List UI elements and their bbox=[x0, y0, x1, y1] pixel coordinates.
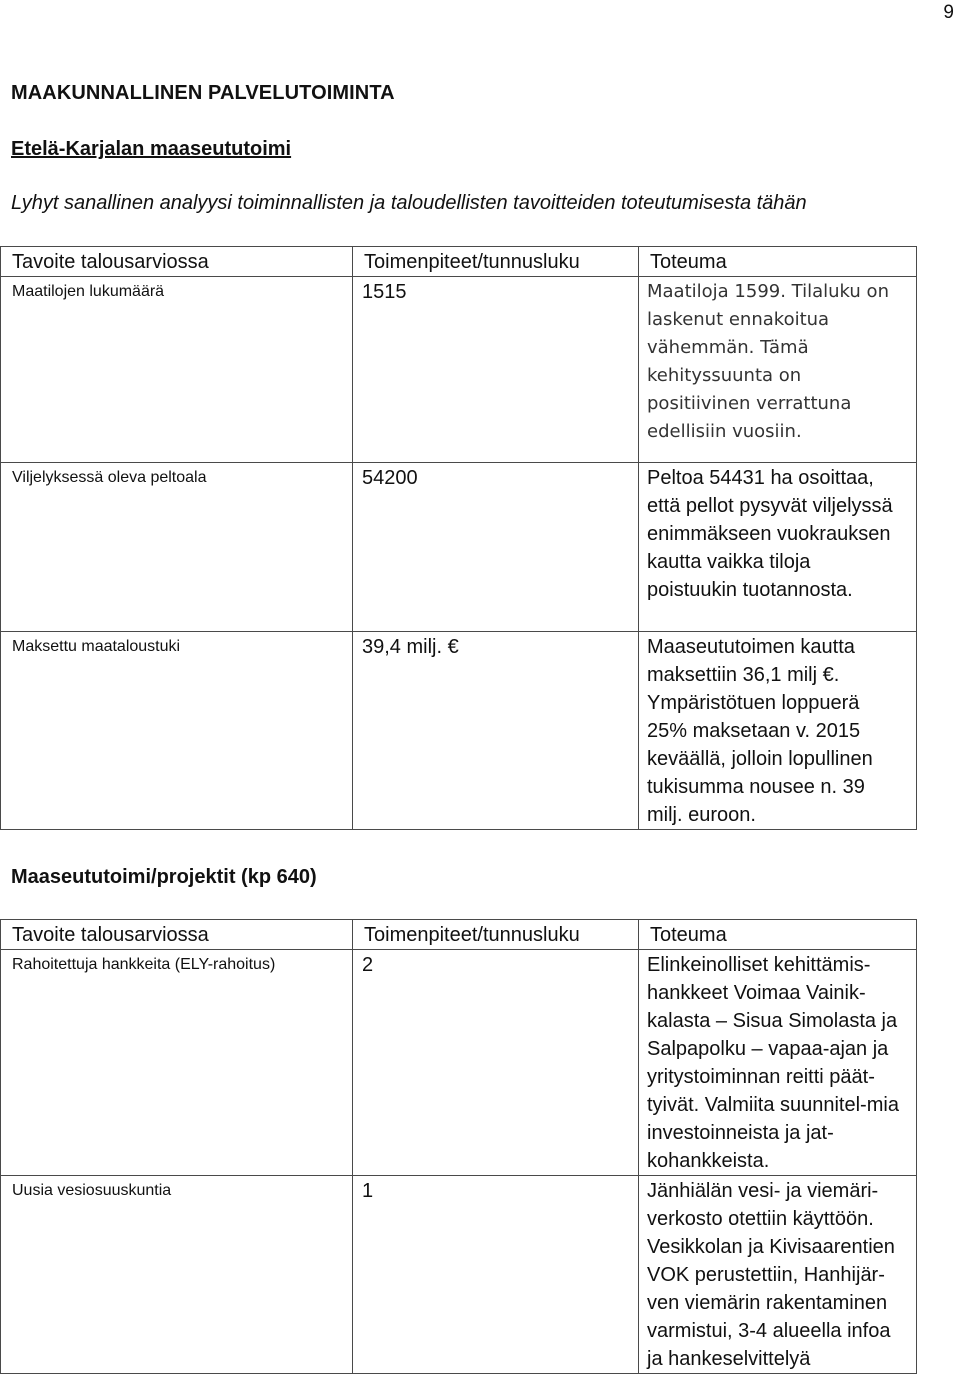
column-header-goal: Tavoite talousarviossa bbox=[1, 247, 353, 277]
table-row bbox=[1, 632, 917, 830]
goal-cell: Viljelyksessä oleva peltoala bbox=[1, 463, 353, 632]
table-header-row bbox=[1, 920, 917, 950]
goal-cell: Rahoitettuja hankkeita (ELY-rahoitus) bbox=[1, 950, 353, 1176]
result-cell: Jänhiälän vesi- ja viemäri-verkosto otettiin käyttöön. Vesikkolan ja Kivisaarentien VOK perustettiin, Hanhijär-ven viemärin rakentaminen varmistui, 3-4 alueella infoa ja hankeselvittelyä bbox=[639, 1176, 917, 1374]
goal-cell: Uusia vesiosuuskuntia bbox=[1, 1176, 353, 1374]
table-row bbox=[1, 463, 917, 632]
intro-text: Lyhyt sanallinen analyysi toiminnallisten ja taloudellisten tavoitteiden toteutumisesta tähän bbox=[11, 192, 807, 214]
table-row bbox=[1, 950, 917, 1176]
page-title: MAAKUNNALLINEN PALVELUTOIMINTA bbox=[11, 82, 395, 104]
result-cell: Elinkeinolliset kehittämis-hankkeet Voimaa Vainik-kalasta – Sisua Simolasta ja Salpapolku – vapaa-ajan ja yritystoiminnan reitti päät-tyivät. Valmiita suunnitel-mia investoinneista ja jat-kohankkeista. bbox=[639, 950, 917, 1176]
target-cell: 2 bbox=[353, 950, 639, 1176]
target-cell: 54200 bbox=[353, 463, 639, 632]
target-cell: 39,4 milj. € bbox=[353, 632, 639, 830]
column-header-measures: Toimenpiteet/tunnusluku bbox=[353, 247, 639, 277]
unit-subheading: Etelä-Karjalan maaseututoimi bbox=[11, 138, 292, 160]
result-cell: Peltoa 54431 ha osoittaa, että pellot pysyvät viljelyssä enimmäkseen vuokrauksen kautta vaikka tiloja poistuukin tuotannosta. bbox=[639, 463, 917, 632]
result-cell: Maatiloja 1599. Tilaluku on laskenut ennakoitua vähemmän. Tämä kehityssuunta on positiivinen verrattuna edellisiin vuosiin. bbox=[639, 277, 917, 463]
table-row bbox=[1, 1176, 917, 1374]
column-header-measures: Toimenpiteet/tunnusluku bbox=[353, 920, 639, 950]
section-heading: Maaseututoimi/projektit (kp 640) bbox=[11, 866, 317, 888]
target-cell: 1515 bbox=[353, 277, 639, 463]
goal-cell: Maksettu maataloustuki bbox=[1, 632, 353, 830]
result-cell: Maaseututoimen kautta maksettiin 36,1 milj €. Ympäristötuen loppuerä 25% maksetaan v. 2015 keväällä, jolloin lopullinen tukisumma nousee n. 39 milj. euroon. bbox=[639, 632, 917, 830]
page-number: 9 bbox=[943, 2, 954, 23]
table-row bbox=[1, 277, 917, 463]
goal-cell: Maatilojen lukumäärä bbox=[1, 277, 353, 463]
column-header-result: Toteuma bbox=[639, 247, 917, 277]
table-header-row bbox=[1, 247, 917, 277]
goals-table bbox=[0, 246, 917, 830]
projects-table bbox=[0, 919, 917, 1374]
column-header-result: Toteuma bbox=[639, 920, 917, 950]
column-header-goal: Tavoite talousarviossa bbox=[1, 920, 353, 950]
target-cell: 1 bbox=[353, 1176, 639, 1374]
